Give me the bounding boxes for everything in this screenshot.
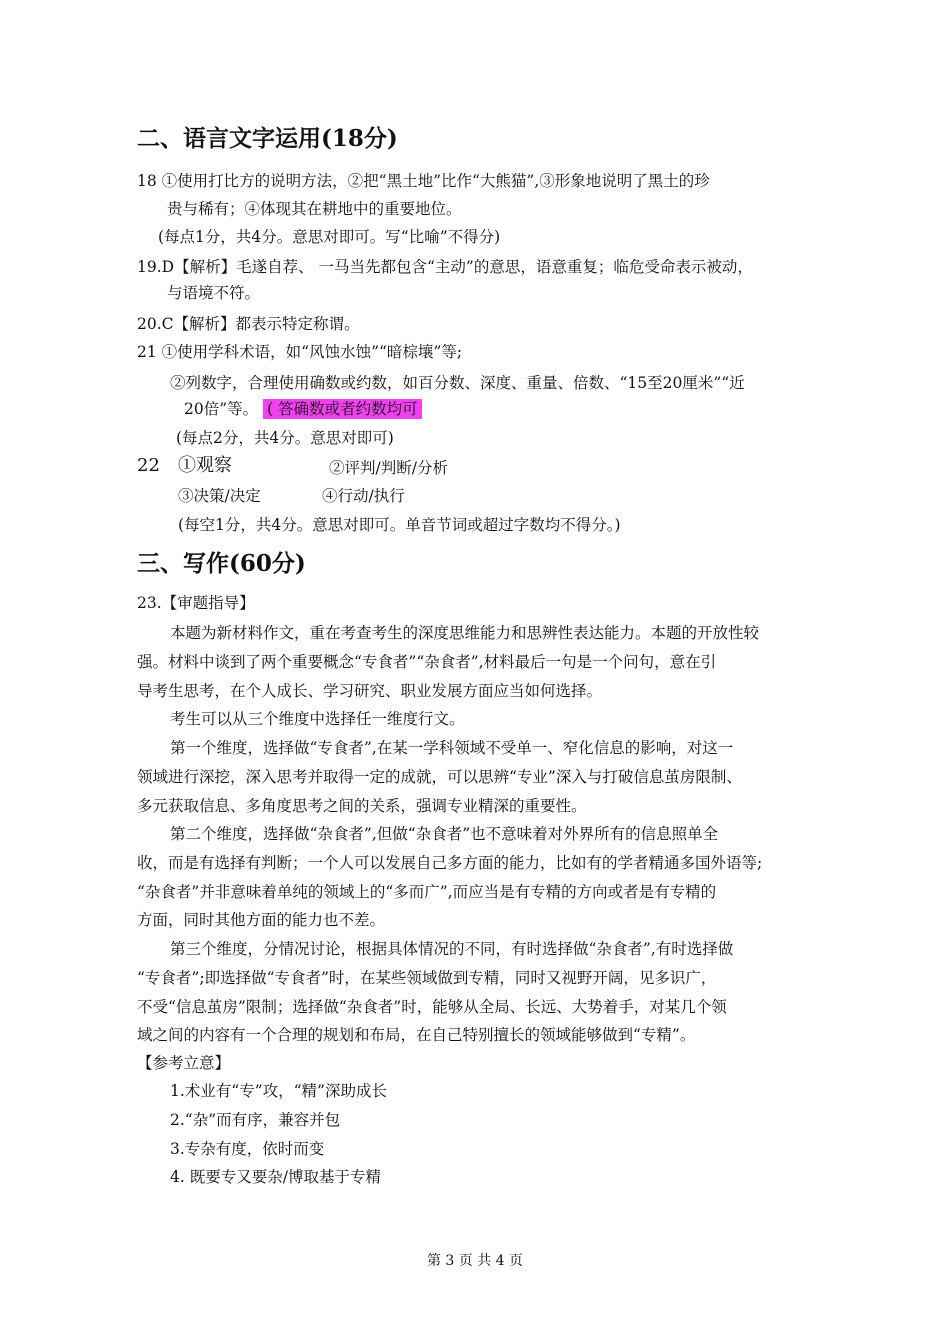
- q19-line2: 与语境不符。: [167, 284, 261, 302]
- q19-line1: 19.D【解析】毛遂自荐、 一马当先都包含“主动”的意思，语意重复；临危受命表示被动，: [137, 258, 753, 276]
- q21-line3-text: 20倍”等。: [184, 400, 259, 418]
- q21-line2: ②列数字，合理使用确数或约数，如百分数、深度、重量、倍数、“15至20厘米”“近: [170, 374, 745, 392]
- essay-line-8: 第二个维度，选择做“杂食者”,但做“杂食者”也不意味着对外界所有的信息照单全: [170, 825, 719, 843]
- q18-line2: 贵与稀有；④体现其在耕地中的重要地位。: [167, 200, 462, 218]
- essay-line-6: 领域进行深挖，深入思考并取得一定的成就，可以思辨“专业”深入与打破信息茧房限制、: [137, 768, 742, 786]
- section3-heading: 三、写作(60分): [137, 550, 306, 577]
- essay-line-2: 强。材料中谈到了两个重要概念“专食者”“杂食者”,材料最后一句是一个问句，意在引: [137, 653, 717, 671]
- reference-title: 【参考立意】: [137, 1054, 231, 1072]
- q22-note: (每空1分，共4分。意思对即可。单音节词或超过字数均不得分。): [178, 516, 621, 534]
- section2-heading: 二、语言文字运用(18分): [137, 125, 398, 152]
- essay-line-11: 方面，同时其他方面的能力也不差。: [137, 911, 386, 929]
- page-footer: 第 3 页 共 4 页: [426, 1253, 524, 1269]
- essay-line-12: 第三个维度，分情况讨论，根据具体情况的不同，有时选择做“杂食者”,有时选择做: [170, 940, 734, 958]
- essay-line-13: “专食者”;即选择做“专食者”时，在某些领域做到专精，同时又视野开阔，见多识广，: [137, 969, 717, 987]
- essay-line-3: 导考生思考，在个人成长、学习研究、职业发展方面应当如何选择。: [137, 682, 603, 700]
- q22-answer-3: ③决策/决定: [178, 487, 261, 505]
- essay-line-10: “杂食者”并非意味着单纯的领域上的“多而广”,而应当是有专精的方向或者是有专精的: [137, 883, 717, 901]
- reference-item-3: 3.专杂有度，依时而变: [170, 1140, 325, 1158]
- reference-item-2: 2.“杂”而有序，兼容并包: [170, 1111, 341, 1129]
- essay-line-1: 本题为新材料作文，重在考查考生的深度思维能力和思辨性表达能力。本题的开放性较: [170, 624, 760, 642]
- q20-line1: 20.C【解析】都表示特定称谓。: [137, 315, 360, 333]
- reference-item-4: 4. 既要专又要杂/博取基于专精: [170, 1168, 381, 1186]
- essay-line-7: 多元获取信息、多角度思考之间的关系，强调专业精深的重要性。: [137, 797, 587, 815]
- q23-title: 23.【审题指导】: [137, 594, 255, 612]
- essay-line-4: 考生可以从三个维度中选择任一维度行文。: [170, 710, 465, 728]
- q18-note: (每点1分，共4分。意思对即可。写“比喻”不得分): [158, 228, 501, 246]
- q22-answer-1: ①观察: [178, 455, 232, 476]
- q22-answer-2: ②评判/判断/分析: [329, 459, 448, 477]
- q22-answer-4: ④行动/执行: [322, 487, 405, 505]
- q22-num: 22: [137, 455, 160, 476]
- q18-line1: 18 ①使用打比方的说明方法，②把“黑土地”比作“大熊猫”,③形象地说明了黑土的珍: [137, 172, 710, 190]
- q21-line1: 21 ①使用学科术语，如“风蚀水蚀”“暗棕壤”等;: [137, 343, 463, 361]
- q21-highlight: ( 答确数或者约数均可: [263, 399, 421, 419]
- q21-note: (每点2分，共4分。意思对即可): [176, 429, 394, 447]
- reference-item-1: 1.术业有“专”攻，“精”深助成长: [170, 1082, 387, 1100]
- essay-line-14: 不受“信息茧房”限制；选择做“杂食者”时，能够从全局、长远、大势着手，对某几个领: [137, 998, 727, 1016]
- q21-line3: [184, 398, 422, 420]
- essay-line-9: 收，而是有选择有判断；一个人可以发展自己多方面的能力，比如有的学者精通多国外语等;: [137, 854, 763, 872]
- essay-line-5: 第一个维度，选择做“专食者”,在某一学科领域不受单一、窄化信息的影响，对这一: [170, 739, 734, 757]
- essay-line-15: 域之间的内容有一个合理的规划和布局，在自己特别擅长的领域能够做到“专精”。: [137, 1026, 696, 1044]
